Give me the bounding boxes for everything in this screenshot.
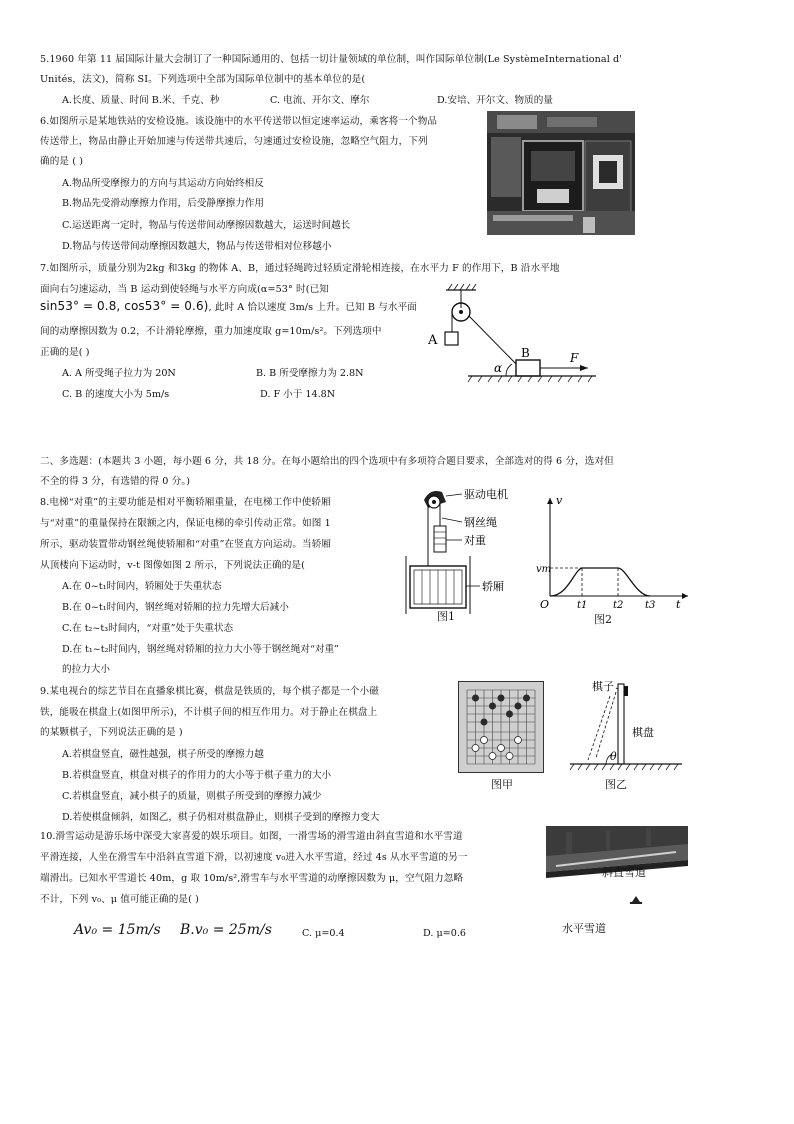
q9-option-c: C.若棋盘竖直，减小棋子的质量，则棋子所受到的摩擦力减少 — [62, 791, 322, 802]
q8-option-d-line1: D.在 t₁~t₂时间内，钢丝绳对轿厢的拉力大小等于钢丝绳对“对重” — [62, 644, 339, 655]
q7-stem-line4: 间的动摩擦因数为 0.2，不计滑轮摩擦，重力加速度取 g=10m/s²。下列选项中 — [40, 326, 382, 337]
q8-stem-line2: 与“对重”的重量保持在限额之内，保证电梯的牵引传动正常。如图 1 — [40, 518, 331, 529]
label-theta: θ — [610, 750, 617, 763]
q10-stem-line2: 平滑连接，人坐在滑雪车中沿斜直雪道下滑，以初速度 v₀进入水平雪道，经过 4s 从水平雪道的另一 — [40, 852, 468, 863]
q7-stem-line3 — [40, 300, 417, 314]
skier-marker — [632, 896, 640, 902]
tick-t2: t2 — [613, 600, 624, 611]
q8-option-b: B.在 0~t₁时间内，钢丝绳对轿厢的拉力先增大后减小 — [62, 602, 289, 613]
q6-stem-line1: 6.如图所示是某地铁站的安检设施。该设施中的水平传送带以恒定速率运动，乘客将一个物品 — [40, 116, 438, 127]
label-b: B — [521, 346, 530, 360]
fig2-caption: 图2 — [594, 613, 612, 626]
q7-trig-values: sin53° = 0.8, cos53° = 0.6) — [40, 299, 209, 313]
q9-stem-line3: 的某颗棋子，下列说法正确的是 ) — [40, 727, 183, 738]
q7-option-d: D. F 小于 14.8N — [260, 389, 336, 400]
q7-stem-line3-text: , 此时 A 恰以速度 3m/s 上升。已知 B 与水平面 — [208, 302, 418, 313]
q10-option-d: D. μ=0.6 — [423, 928, 466, 939]
label-alpha: α — [494, 361, 503, 375]
vt-graph-figure-2 — [534, 492, 694, 612]
axis-t-label: t — [676, 598, 681, 611]
q10-option-b: B.v₀ = 25m/s — [180, 922, 272, 938]
q10-option-a: Av₀ = 15m/s — [74, 922, 161, 938]
security-scanner-photo — [487, 111, 635, 235]
origin-label: O — [540, 598, 550, 611]
q9-option-b: B.若棋盘竖直，棋盘对棋子的作用力的大小等于棋子重力的大小 — [62, 770, 332, 781]
q7-stem-line5: 正确的是( ) — [40, 347, 90, 358]
q7-stem-line1: 7.如图所示，质量分别为2kg 和3kg 的物体 A、B，通过轻绳跨过轻质定滑轮相连接，在水平力 F 的作用下，B 沿水平地 — [40, 263, 560, 274]
q7-option-c: C. B 的速度大小为 5m/s — [62, 389, 170, 400]
label-car: 轿厢 — [482, 580, 504, 593]
q10-stem-line3: 端滑出。已知水平雪道长 40m，g 取 10m/s²,滑雪车与水平雪道的动摩擦因数为 μ，空气阻力忽略 — [40, 873, 464, 884]
q7-option-a: A. A 所受绳子拉力为 20N — [62, 368, 176, 379]
q7-stem-line2: 面向右匀速运动，当 B 运动到使轻绳与水平方向成(α=53° 时(已知 — [40, 284, 329, 295]
q10-option-c: C. μ=0.4 — [302, 928, 345, 939]
section2-heading-line2: 不全的得 3 分，有选错的得 0 分。) — [40, 476, 191, 487]
q5-stem-line1: 5.1960 年第 11 届国际计量大会制订了一种国际通用的、包括一切计量领域的单位制，叫作国际单位制(Le SystèmeInternational d' — [40, 54, 623, 65]
label-motor: 驱动电机 — [464, 488, 508, 501]
caption-yi: 图乙 — [605, 778, 627, 791]
board-upright — [618, 684, 624, 764]
q7-option-b: B. B 所受摩擦力为 2.8N — [256, 368, 364, 379]
tick-t3: t3 — [645, 600, 656, 611]
section2-heading-line1: 二、多选题：(本题共 3 小题，每小题 6 分，共 18 分。在每小题给出的四个选项中有多项符合题目要求，全部选对的得 6 分，选对但 — [40, 456, 614, 467]
q6-option-c: C.运送距离一定时，物品与传送带间动摩擦因数越大，运送时间越长 — [62, 220, 351, 231]
q6-option-a: A.物品所受摩擦力的方向与其运动方向始终相反 — [62, 178, 264, 189]
q6-option-b: B.物品先受滑动摩擦力作用，后受静摩擦力作用 — [62, 198, 264, 209]
label-counterweight: 对重 — [464, 534, 486, 547]
q8-option-c: C.在 t₂~t₃时间内，“对重”处于失重状态 — [62, 623, 234, 634]
q5-option-ab: A.长度、质量、时间 B.米、千克、秒 — [62, 95, 220, 106]
label-slope: 斜直雪道 — [602, 866, 646, 879]
q9-stem-line1: 9.某电视台的综艺节目在直播象棋比赛，棋盘是铁质的，每个棋子都是一个小磁 — [40, 686, 379, 697]
q8-stem-line1: 8.电梯“对重”的主要功能是相对平衡轿厢重量，在电梯工作中使轿厢 — [40, 497, 331, 508]
q8-stem-line3: 所示，驱动装置带动钢丝绳使轿厢和“对重”在竖直方向运动。当轿厢 — [40, 539, 332, 550]
q8-option-d-line2: 的拉力大小 — [62, 664, 110, 675]
label-a: A — [428, 333, 438, 348]
chess-piece — [624, 686, 628, 696]
q9-stem-line2: 铁，能吸在棋盘上(如图甲所示)，不计棋子间的相互作用力。对于静止在棋盘上 — [40, 707, 378, 718]
q9-option-d: D.若使棋盘倾斜，如图乙，棋子仍相对棋盘静止，则棋子受到的摩擦力变大 — [62, 812, 380, 823]
vm-label: vm — [536, 564, 552, 575]
fig1-caption: 图1 — [437, 610, 455, 623]
q5-stem-line2: Unités，法文)，简称 SI。下列选项中全部为国际单位制中的基本单位的是( — [40, 74, 366, 85]
security-scanner-illustration — [487, 111, 635, 235]
label-flat: 水平雪道 — [562, 922, 606, 935]
q10-stem-line4: 不计，下列 v₀、μ 值可能正确的是( ) — [40, 894, 199, 905]
label-f: F — [570, 351, 579, 365]
ski-slope-photo — [546, 826, 688, 938]
q6-stem-line3: 确的是 ( ) — [40, 156, 84, 167]
label-board: 棋盘 — [632, 726, 654, 739]
label-rope: 钢丝绳 — [464, 516, 497, 529]
vt-curve — [550, 568, 650, 596]
pulley-diagram — [420, 282, 600, 392]
q6-option-d: D.物品与传送带间动摩擦因数越大，物品与传送带相对位移越小 — [62, 241, 332, 252]
block-b — [516, 360, 540, 376]
q5-option-d: D.安培、开尔文、物质的量 — [437, 95, 553, 106]
axis-v-label: v — [556, 494, 563, 507]
q8-stem-line4: 从顶楼向下运动时，v-t 图像如图 2 所示，下列说法正确的是( — [40, 560, 305, 571]
q8-option-a: A.在 0~t₁时间内，轿厢处于失重状态 — [62, 581, 222, 592]
q5-option-c: C. 电流、开尔文、摩尔 — [270, 95, 370, 106]
q10-stem-line1: 10.滑雪运动是游乐场中深受大家喜爱的娱乐项目。如图，一滑雪场的滑雪道由斜直雪道和水平雪道 — [40, 831, 463, 842]
tilted-board-diagram — [566, 678, 686, 778]
caption-jia: 图甲 — [491, 778, 513, 791]
tilted-board-outline — [596, 692, 616, 758]
chessboard-photo — [458, 681, 544, 773]
counterweight-block — [434, 526, 446, 552]
block-a — [445, 332, 458, 345]
tick-t1: t1 — [577, 600, 588, 611]
elevator-figure-1 — [400, 486, 540, 626]
chessboard-illustration — [459, 682, 543, 772]
label-piece: 棋子 — [592, 680, 614, 693]
q6-stem-line2: 传送带上，物品由静止开始加速与传送带共速后，匀速通过安检设施，忽略空气阻力，下列 — [40, 136, 428, 147]
q9-option-a: A.若棋盘竖直，磁性越强，棋子所受的摩擦力越 — [62, 749, 264, 760]
